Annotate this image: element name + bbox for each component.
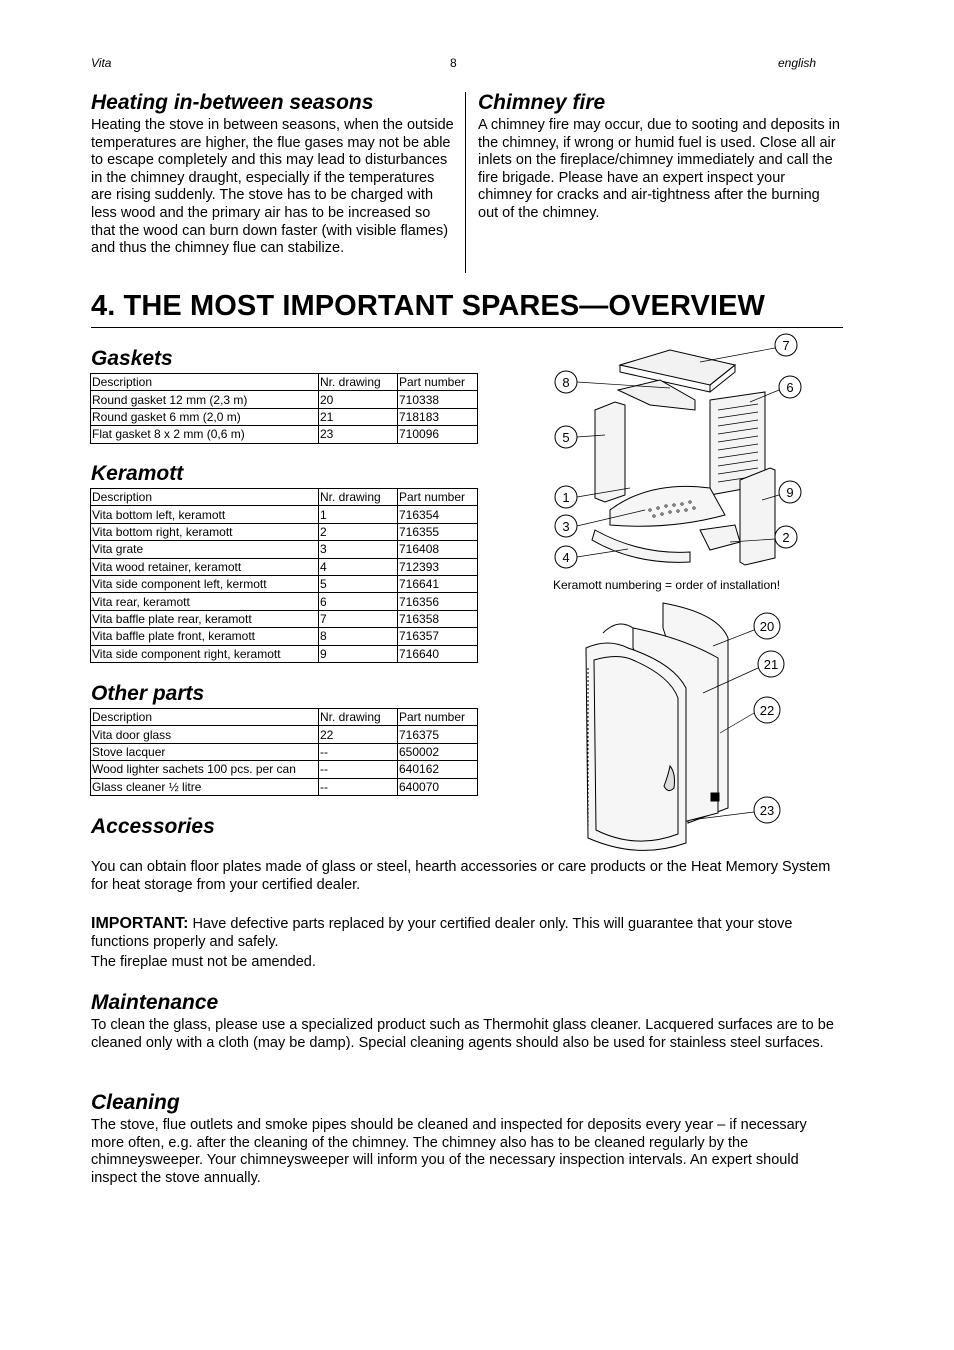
callout-number: 7 bbox=[782, 338, 790, 353]
diagram-caption: Keramott numbering = order of installation! bbox=[553, 578, 781, 592]
table-cell: Vita baffle plate front, keramott bbox=[91, 628, 319, 645]
table-cell: Flat gasket 8 x 2 mm (0,6 m) bbox=[91, 426, 319, 443]
table-cell: 8 bbox=[319, 628, 398, 645]
table-cell: 710338 bbox=[398, 391, 478, 408]
table-cell: Vita side component left, kermott bbox=[91, 575, 319, 592]
chapter-title: 4. THE MOST IMPORTANT SPARES—OVERVIEW bbox=[91, 290, 765, 322]
table-cell: 716355 bbox=[398, 523, 478, 540]
table-header-row bbox=[91, 374, 478, 391]
table-header-cell: Description bbox=[91, 374, 319, 391]
keramott-title: Keramott bbox=[91, 462, 184, 485]
table-row bbox=[91, 610, 478, 627]
header-doc-name: Vita bbox=[91, 56, 112, 70]
table-cell: 1 bbox=[319, 506, 398, 523]
callout-number: 3 bbox=[562, 519, 570, 534]
maintenance-title: Maintenance bbox=[91, 991, 219, 1014]
table-cell: 712393 bbox=[398, 558, 478, 575]
table-cell: Vita rear, keramott bbox=[91, 593, 319, 610]
table-cell: Stove lacquer bbox=[91, 743, 319, 760]
table-cell: 716640 bbox=[398, 645, 478, 662]
table-header-cell: Part number bbox=[398, 489, 478, 506]
callout-number: 23 bbox=[759, 803, 775, 818]
table-cell: 7 bbox=[319, 610, 398, 627]
other-parts-table bbox=[90, 708, 478, 796]
table-row bbox=[91, 391, 478, 408]
table-cell: Round gasket 6 mm (2,0 m) bbox=[91, 408, 319, 425]
table-cell: 2 bbox=[319, 523, 398, 540]
important-label: IMPORTANT: bbox=[91, 915, 189, 932]
table-header-cell: Part number bbox=[398, 374, 478, 391]
table-header-cell: Part number bbox=[398, 709, 478, 726]
table-cell: Wood lighter sachets 100 pcs. per can bbox=[91, 761, 319, 778]
chimney-text: A chimney fire may occur, due to sooting and deposits in the chimney, if wrong or humid fuel is used. Close all air inlets on the fireplace/chimney immediately and call the fire brigade. Please have an expert inspect your chimney for cracks and air-tightness after the burning out of the chimney. bbox=[478, 117, 840, 221]
table-cell: 3 bbox=[319, 541, 398, 558]
column-divider bbox=[465, 92, 466, 273]
table-cell: 716356 bbox=[398, 593, 478, 610]
table-cell: -- bbox=[319, 761, 398, 778]
callout-number: 21 bbox=[763, 657, 779, 672]
heating-text: Heating the stove in between seasons, when the outside temperatures are higher, the flue gases may not be able to escape completely and this may lead to disturbances in the chimney draught, especially if the temperatures are rising suddenly. The stove has to be charged with less wood and the primary air has to be increased so that the wood can burn down faster (with visible flames) and thus the chimney flue can stabilize. bbox=[91, 117, 454, 257]
callout-number: 5 bbox=[562, 430, 570, 445]
callout-number: 4 bbox=[562, 550, 570, 565]
maintenance-text: To clean the glass, please use a specialized product such as Thermohit glass cleaner. Lacquered surfaces are to be cleaned only with a cloth (may be damp). Special cleaning agents should also be used for stainless steel surfaces. bbox=[91, 1017, 834, 1051]
gaskets-title: Gaskets bbox=[91, 347, 173, 370]
table-cell: Vita bottom right, keramott bbox=[91, 523, 319, 540]
other-parts-title: Other parts bbox=[91, 682, 205, 705]
table-cell: Vita wood retainer, keramott bbox=[91, 558, 319, 575]
accessories-title: Accessories bbox=[91, 815, 215, 838]
table-cell: -- bbox=[319, 778, 398, 795]
callout-number: 1 bbox=[562, 490, 570, 505]
table-cell: 22 bbox=[319, 726, 398, 743]
table-row bbox=[91, 506, 478, 523]
table-header-cell: Nr. drawing bbox=[319, 709, 398, 726]
table-cell: 23 bbox=[319, 426, 398, 443]
table-header-row bbox=[91, 489, 478, 506]
callout-number: 8 bbox=[562, 375, 570, 390]
table-cell: 5 bbox=[319, 575, 398, 592]
callout-number: 22 bbox=[759, 703, 775, 718]
table-row bbox=[91, 593, 478, 610]
table-cell: Vita baffle plate rear, keramott bbox=[91, 610, 319, 627]
cleaning-text: The stove, flue outlets and smoke pipes should be cleaned and inspected for deposits every year – if necessary more often, e.g. after the cleaning of the chimney. The chimney also has to be cleaned regularly by the chimneysweeper. Your chimneysweeper will inform you of the necessary inspection intervals. An expert should inspect the stove annually. bbox=[91, 1117, 807, 1186]
cleaning-title: Cleaning bbox=[91, 1091, 180, 1114]
table-cell: 716357 bbox=[398, 628, 478, 645]
important-text: Have defective parts replaced by your certified dealer only. This will guarantee that your stove functions properly and safely. bbox=[91, 916, 793, 950]
table-cell: 20 bbox=[319, 391, 398, 408]
table-row bbox=[91, 558, 478, 575]
table-cell: 650002 bbox=[398, 743, 478, 760]
table-cell: Round gasket 12 mm (2,3 m) bbox=[91, 391, 319, 408]
table-row bbox=[91, 761, 478, 778]
table-cell: 718183 bbox=[398, 408, 478, 425]
header-page-number: 8 bbox=[450, 56, 457, 70]
table-cell: 640070 bbox=[398, 778, 478, 795]
callout-number: 9 bbox=[786, 485, 794, 500]
callout-number: 6 bbox=[786, 380, 794, 395]
table-header-row bbox=[91, 709, 478, 726]
table-cell: 716375 bbox=[398, 726, 478, 743]
table-row bbox=[91, 523, 478, 540]
table-header-cell: Nr. drawing bbox=[319, 489, 398, 506]
callout-number: 20 bbox=[759, 619, 775, 634]
table-row bbox=[91, 628, 478, 645]
table-cell: 4 bbox=[319, 558, 398, 575]
header-language: english bbox=[778, 56, 817, 70]
table-cell: Glass cleaner ½ litre bbox=[91, 778, 319, 795]
table-row bbox=[91, 726, 478, 743]
table-cell: 9 bbox=[319, 645, 398, 662]
table-cell: Vita door glass bbox=[91, 726, 319, 743]
gaskets-table bbox=[90, 373, 478, 444]
table-row bbox=[91, 426, 478, 443]
keramott-exploded-diagram bbox=[550, 330, 810, 575]
table-cell: Vita side component right, keramott bbox=[91, 645, 319, 662]
table-cell: Vita grate bbox=[91, 541, 319, 558]
table-row bbox=[91, 645, 478, 662]
table-cell: Vita bottom left, keramott bbox=[91, 506, 319, 523]
table-cell: 640162 bbox=[398, 761, 478, 778]
table-cell: 716408 bbox=[398, 541, 478, 558]
table-cell: 716358 bbox=[398, 610, 478, 627]
table-header-cell: Description bbox=[91, 489, 319, 506]
table-header-cell: Description bbox=[91, 709, 319, 726]
heating-title: Heating in-between seasons bbox=[91, 91, 374, 114]
table-cell: 6 bbox=[319, 593, 398, 610]
important-line2: The fireplae must not be amended. bbox=[91, 954, 316, 970]
table-row bbox=[91, 575, 478, 592]
table-cell: 716641 bbox=[398, 575, 478, 592]
table-row bbox=[91, 408, 478, 425]
important-note bbox=[91, 915, 843, 951]
table-row bbox=[91, 541, 478, 558]
chimney-title: Chimney fire bbox=[478, 91, 606, 114]
table-header-cell: Nr. drawing bbox=[319, 374, 398, 391]
callout-number: 2 bbox=[782, 530, 790, 545]
chapter-rule bbox=[91, 327, 843, 328]
table-cell: -- bbox=[319, 743, 398, 760]
door-exploded-diagram bbox=[578, 598, 798, 860]
keramott-table bbox=[90, 488, 478, 663]
table-cell: 710096 bbox=[398, 426, 478, 443]
accessories-text: You can obtain floor plates made of glass or steel, hearth accessories or care products or the Heat Memory System for heat storage from your certified dealer. bbox=[91, 859, 831, 893]
table-cell: 21 bbox=[319, 408, 398, 425]
table-row bbox=[91, 743, 478, 760]
table-cell: 716354 bbox=[398, 506, 478, 523]
table-row bbox=[91, 778, 478, 795]
